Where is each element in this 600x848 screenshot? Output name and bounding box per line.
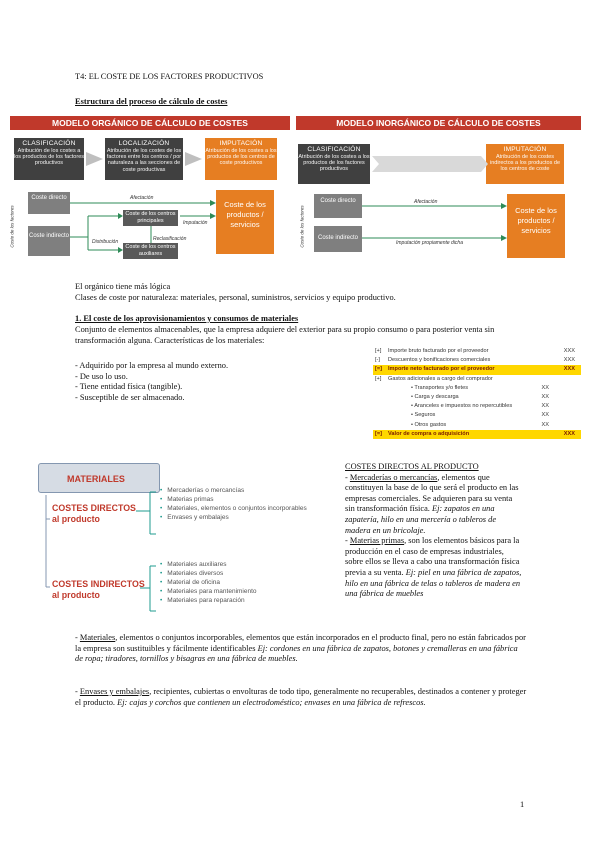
row-sign: [+]: [375, 348, 382, 354]
mercaderias-body: , elementos que constituyen la base de lo que será el producto en las empresas comerciales. Se adquieren para su venta sin transformación física.: [345, 472, 519, 514]
organic-banner: MODELO ORGÁNICO DE CÁLCULO DE COSTES: [10, 116, 290, 130]
directos-item: • Materias primas: [160, 496, 307, 505]
cost-table-row: [373, 393, 581, 402]
inorganic-side-label: Coste de los factores: [299, 205, 305, 248]
localizacion-title: LOCALIZACIÓN: [118, 140, 170, 147]
envases-term: Envases y embalajes: [79, 687, 150, 696]
cost-table-row: [373, 402, 581, 411]
imputacion-title: IMPUTACIÓN: [219, 140, 263, 147]
indirectos-item: • Materiales para reparación: [160, 597, 257, 606]
materiales-header: MATERIALES: [38, 463, 160, 493]
costes-indirectos-label: COSTES INDIRECTOS al producto: [52, 579, 145, 600]
indirectos-item: • Materiales para mantenimiento: [160, 588, 257, 597]
characteristic-2: - De uso lo uso.: [75, 371, 128, 381]
row-text: • Otros gastos: [411, 421, 447, 428]
row-sign: [+]: [375, 375, 382, 382]
reclasificacion-label: Reclasificación: [153, 236, 187, 242]
materias-primas-body: , son los elementos básicos para la producción en el caso de empresas industriales, sobre ellos se lleva a cabo una transformación física previa a su venta.: [345, 536, 520, 577]
centros-principales: Coste de los centros principales: [123, 210, 178, 226]
directos-item: • Mercaderías o mercancías: [160, 487, 307, 496]
costes-directos-heading: COSTES DIRECTOS AL PRODUCTO: [345, 462, 479, 471]
row-text: • Carga y descarga: [411, 393, 459, 400]
envases-body: , recipientes, cubiertas o envolturas de todo tipo, generalmente no recuperables, destinados a contener y proteger el producto.: [75, 687, 527, 707]
row-text: Descuentos y bonificaciones comerciales: [388, 357, 491, 364]
directos-item: • Materiales, elementos o conjuntos incorporables: [160, 505, 307, 514]
cost-table-row: [373, 411, 581, 420]
row-text: Importe bruto facturado por el proveedor: [388, 348, 489, 354]
intro-line-1: El orgánico tiene más lógica: [75, 282, 171, 291]
section1-heading: 1. El coste de los aprovisionamientos y consumos de materiales: [75, 314, 299, 323]
materias-primas-term: Materias primas: [349, 536, 405, 546]
intro-line-2: Clases de coste por naturaleza: materiales, personal, suministros, servicios y equipo productivo.: [75, 293, 396, 302]
section1-bullets: [75, 361, 285, 403]
cost-table-row: [373, 375, 581, 384]
organic-cost-diagram: [10, 116, 290, 266]
row-value: XX: [541, 421, 549, 428]
row-value: XXX: [563, 430, 575, 437]
inorganic-cost-diagram: [296, 116, 581, 266]
row-value: XXX: [563, 348, 575, 354]
row-text: • Transportes y/o fletes: [411, 384, 468, 391]
organic-coste-productos: Coste de los productos / servicios: [216, 190, 274, 254]
clasificacion-title-2: CLASIFICACIÓN: [307, 146, 361, 153]
imputacion-arrow-label-2: Imputación propiamente dicha: [396, 240, 463, 246]
indirectos-item: • Materiales auxiliares: [160, 561, 257, 570]
characteristic-4: - Susceptible de ser almacenado.: [75, 392, 185, 402]
materiales-term: Materiales: [79, 633, 116, 642]
row-sign: [=]: [375, 366, 382, 373]
organic-coste-indirecto: Coste indirecto: [28, 226, 70, 256]
materiales-body: , elementos o conjuntos incorporables, elementos que están incorporados en el producto final, pero no están fabricados por la empresa son sustituibles y fácilmente identificables: [75, 633, 526, 653]
row-value: XXX: [563, 357, 575, 364]
costes-directos-label: COSTES DIRECTOS al producto: [52, 503, 136, 524]
localizacion-text: Atribución de los costes de los factores entre los centros / por naturaleza a las secciones de coste productivas: [106, 148, 182, 173]
imputacion-text-2: Atribución de los costes indirectos a los productos de los centros de coste: [489, 154, 560, 173]
materias-primas-paragraph: - Materias primas, son los elementos básicos para la producción en el caso de empresas industriales, sobre ellos se lleva a cabo una transformación física previa a su venta. Ej: piel en una fábrica de zapatos, hilo en una fábrica de telas o tableros de madera en una fábrica de muebles: [345, 536, 522, 599]
materiales-example: Ej: cordones en una fábrica de zapatos, botones y cremalleras en una fábrica de ropa; tiradores, tornillos y bisagras en una fábrica de muebles.: [75, 643, 518, 664]
row-sign: [=]: [375, 430, 382, 437]
imputacion-text: Atribución de los costes a los productos de los centros de coste productivos: [205, 148, 277, 167]
clasificacion-title: CLASIFICACIÓN: [22, 140, 76, 147]
mercaderias-paragraph: - Mercaderías o mercancías, elementos que constituyen la base de lo que será el producto en las empresas comerciales. Se adquieren para su venta sin transformación física. Ej: zapatos en una zapatería, hilo en una mercería o tableros de madera en un bricolaje.: [345, 472, 519, 535]
materias-primas-example: Ej: piel en una fábrica de zapatos, hilo en una fábrica de telas o tableros de madera en una fábrica de muebles: [345, 567, 522, 599]
row-value: XX: [541, 393, 549, 400]
row-value: XX: [541, 384, 549, 391]
afectacion-label-2: Afectación: [414, 199, 438, 205]
characteristic-3: - Tiene entidad física (tangible).: [75, 382, 183, 392]
acquisition-cost-table: [373, 347, 581, 439]
directos-item: • Envases y embalajes: [160, 514, 307, 523]
section1-paragraph: Conjunto de elementos almacenables, que la empresa adquiere del exterior para su propio consumo o para posterior venta sin transformación alguna. Características de los materiales:: [75, 325, 495, 345]
cost-table-row: [373, 421, 581, 430]
cost-table-row: [373, 384, 581, 393]
inorganic-coste-directo: Coste directo: [314, 194, 362, 218]
characteristic-1: - Adquirido por la empresa al mundo externo.: [75, 361, 229, 370]
cost-table-row: [373, 430, 581, 439]
clasificacion-text-2: Atribución de los costes a los productos de los factores productivos: [298, 154, 370, 173]
envases-paragraph: - Envases y embalajes, recipientes, cubiertas o envolturas de todo tipo, generalmente no recuperables, destinados a contener y proteger el producto. Ej: cajas y corchos que contienen un electrodoméstico; envases en una fábrica de refrescos.: [75, 687, 527, 707]
directos-list: [160, 487, 307, 523]
afectacion-label: Afectación: [130, 195, 154, 201]
document-title: T4: EL COSTE DE LOS FACTORES PRODUCTIVOS: [75, 72, 264, 81]
inorganic-coste-indirecto: Coste indirecto: [314, 226, 362, 252]
imputacion-title-2: IMPUTACIÓN: [503, 146, 547, 153]
envases-example: Ej: cajas y corchos que contienen un electrodoméstico; envases en una fábrica de refrescos.: [117, 697, 426, 707]
centros-auxiliares: Coste de los centros auxiliares: [123, 243, 178, 259]
imputacion-arrow-label: Imputación: [183, 220, 208, 226]
materials-diagram: [10, 459, 340, 619]
indirectos-item: • Materiales diversos: [160, 570, 257, 579]
row-text: Importe neto facturado por el proveedor: [388, 366, 495, 373]
row-value: XXX: [563, 366, 575, 373]
row-sign: [-]: [375, 357, 380, 364]
organic-side-label: Coste de los factores: [9, 205, 15, 248]
clasificacion-text: Atribución de los costes a los productos de los factores productivos: [14, 148, 85, 167]
indirectos-list: [160, 561, 257, 606]
row-text: • Seguros: [411, 412, 436, 419]
cost-table-row: [373, 356, 581, 365]
row-text: • Aranceles e impuestos no repercutibles: [411, 403, 513, 410]
inorganic-banner: MODELO INORGÁNICO DE CÁLCULO DE COSTES: [296, 116, 581, 130]
distribucion-label: Distribución: [92, 239, 119, 245]
inorganic-coste-productos: Coste de los productos / servicios: [507, 194, 565, 258]
cost-table-row: [373, 347, 581, 356]
cost-table-row: [373, 365, 581, 374]
row-text: Gastos adicionales a cargo del comprador: [388, 375, 493, 382]
document-subtitle: Estructura del proceso de cálculo de costes: [75, 97, 228, 106]
organic-coste-directo: Coste directo: [28, 192, 70, 214]
row-value: XX: [541, 403, 549, 410]
page-number: 1: [520, 800, 525, 809]
materiales-paragraph: - Materiales, elementos o conjuntos incorporables, elementos que están incorporados en el producto final, pero no están fabricados por la empresa son sustituibles y fácilmente identificables Ej: cordones en una fábrica de zapatos, botones y cremalleras en una fábrica de ropa; tiradores, tornillos y bisagras en una fábrica de muebles.: [75, 633, 526, 664]
indirectos-item: • Material de oficina: [160, 579, 257, 588]
mercaderias-term: Mercaderías o mercancías: [349, 472, 438, 482]
row-text: Valor de compra o adquisición: [388, 430, 470, 437]
mercaderias-example: Ej: zapatos en una zapatería, hilo en una mercería o tableros de madera en un bricolaje.: [345, 504, 497, 535]
row-value: XX: [541, 412, 549, 419]
costes-directos-text: [345, 462, 523, 600]
